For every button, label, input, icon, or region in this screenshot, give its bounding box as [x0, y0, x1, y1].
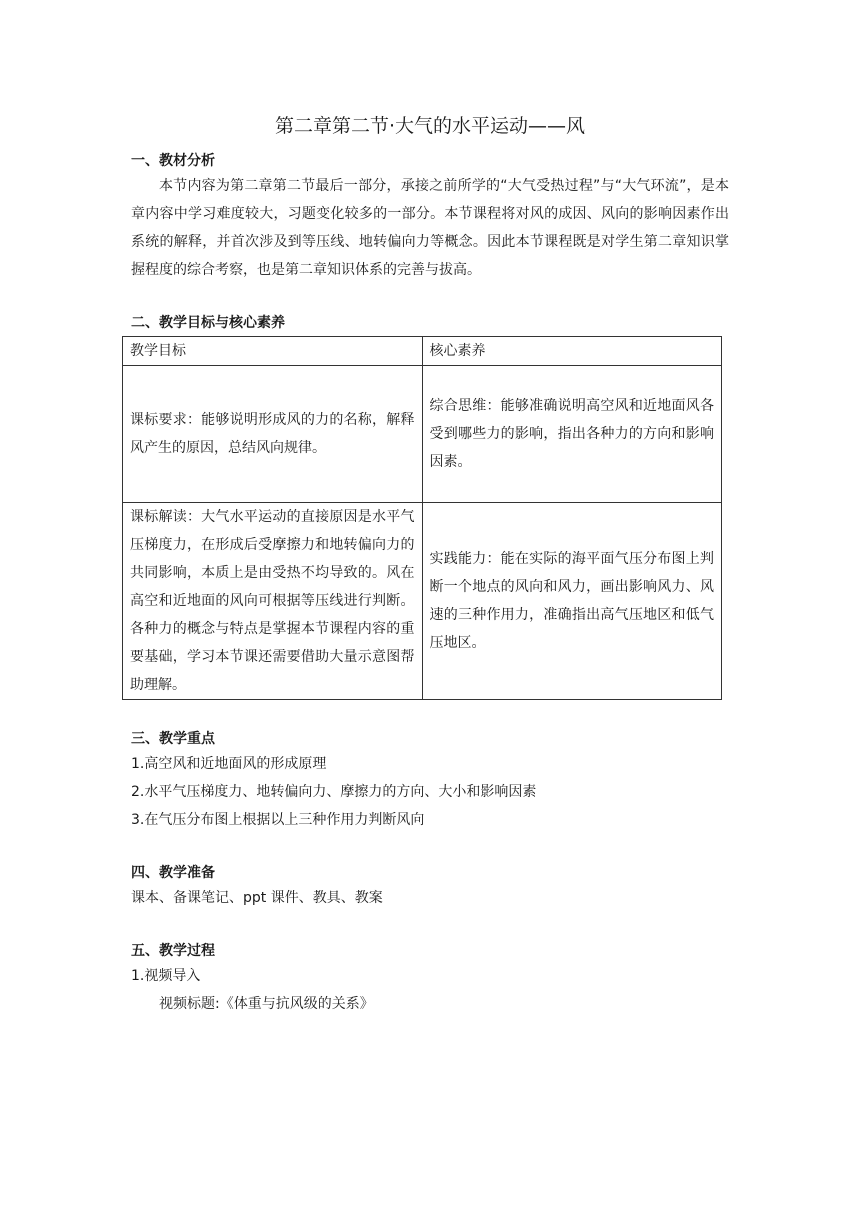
- process-step: 1.视频导入: [131, 968, 201, 984]
- table-cell: 实践能力：能在实际的海平面气压分布图上判断一个地点的风向和风力，画出影响风力、风速的三种作用力，准确指出高气压地区和低气压地区。: [422, 503, 722, 700]
- list-item: 2.水平气压梯度力、地转偏向力、摩擦力的方向、大小和影响因素: [131, 784, 537, 800]
- section-heading-key-points: 三、教学重点: [131, 731, 215, 747]
- list-item: 1.高空风和近地面风的形成原理: [131, 756, 327, 772]
- table-cell: 课标解读：大气水平运动的直接原因是水平气压梯度力，在形成后受摩擦力和地转偏向力的共同影响，本质上是由受热不均导致的。风在高空和近地面的风向可根据等压线进行判断。各种力的概念与特点是掌握本节课程内容的重要基础，学习本节课还需要借助大量示意图帮助理解。: [123, 503, 423, 700]
- section-heading-analysis: 一、教材分析: [131, 153, 215, 169]
- section-heading-process: 五、教学过程: [131, 943, 215, 959]
- table-cell: 课标要求：能够说明形成风的力的名称，解释风产生的原因，总结风向规律。: [123, 366, 423, 503]
- list-item: 3.在气压分布图上根据以上三种作用力判断风向: [131, 812, 425, 828]
- analysis-paragraph: 本节内容为第二章第二节最后一部分，承接之前所学的“大气受热过程”与“大气环流”，是本章内容中学习难度较大，习题变化较多的一部分。本节课程将对风的成因、风向的影响因素作出系统的解释，并首次涉及到等压线、地转偏向力等概念。因此本节课程既是对学生第二章知识掌握程度的综合考察，也是第二章知识体系的完善与拔高。: [131, 178, 729, 278]
- preparation-text: 课本、备课笔记、ppt 课件、教具、教案: [131, 890, 383, 906]
- spacer: [131, 912, 729, 940]
- section-heading-preparation: 四、教学准备: [131, 865, 215, 881]
- spacer: [131, 284, 729, 312]
- table-row: [123, 366, 722, 503]
- table-header-row: [123, 337, 722, 366]
- objectives-table: [122, 336, 722, 700]
- table-header-cell: 核心素养: [422, 337, 722, 366]
- spacer: [131, 834, 729, 862]
- table-row: [123, 503, 722, 700]
- process-step-detail: 视频标题:《体重与抗风级的关系》: [159, 996, 374, 1012]
- document-page: [131, 112, 729, 1018]
- table-cell: 综合思维：能够准确说明高空风和近地面风各受到哪些力的影响，指出各种力的方向和影响因素。: [422, 366, 722, 503]
- table-header-cell: 教学目标: [123, 337, 423, 366]
- spacer: [131, 700, 729, 728]
- page-title: 第二章第二节·大气的水平运动——风: [274, 115, 586, 137]
- section-heading-objectives: 二、教学目标与核心素养: [131, 315, 285, 331]
